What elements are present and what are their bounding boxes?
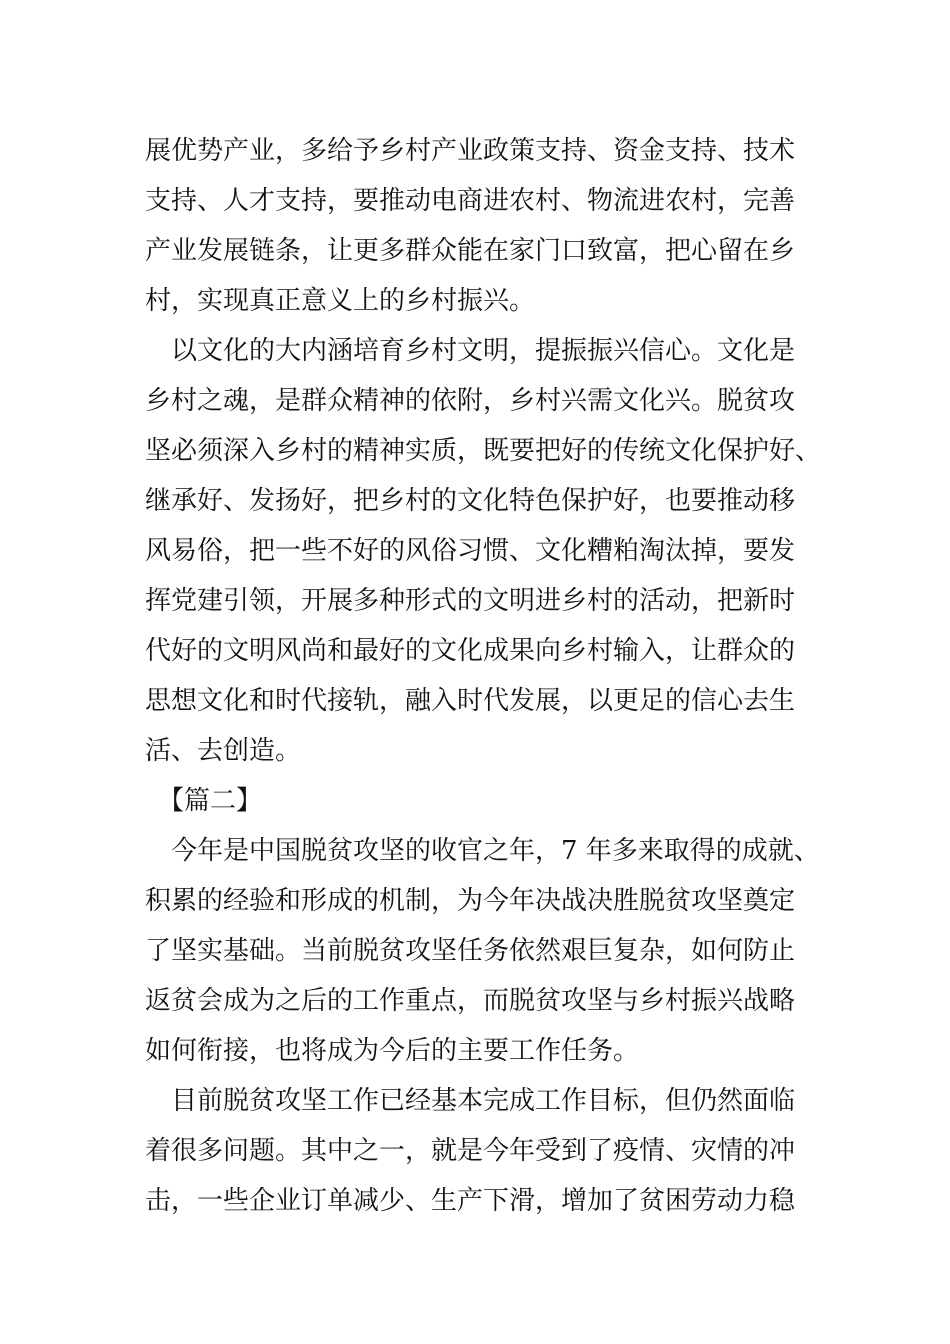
text-line-2: 支持、人才支持，要推动电商进农村、物流进农村，完善 xyxy=(145,186,796,216)
section-heading: 【篇二】 xyxy=(145,786,263,816)
text-line-11: 代好的文明风尚和最好的文化成果向乡村输入，让群众的 xyxy=(145,636,796,666)
text-line-22: 击，一些企业订单减少、生产下滑，增加了贫困劳动力稳 xyxy=(145,1186,796,1216)
text-line-8: 继承好、发扬好，把乡村的文化特色保护好，也要推动移 xyxy=(145,486,796,516)
text-line-21: 着很多问题。其中之一，就是今年受到了疫情、灾情的冲 xyxy=(145,1136,796,1166)
text-line-15: 今年是中国脱贫攻坚的收官之年，7 年多来取得的成就、 xyxy=(145,836,820,866)
text-line-6: 乡村之魂，是群众精神的依附，乡村兴需文化兴。脱贫攻 xyxy=(145,386,796,416)
text-line-16: 积累的经验和形成的机制，为今年决战决胜脱贫攻坚奠定 xyxy=(145,886,796,916)
text-line-18: 返贫会成为之后的工作重点，而脱贫攻坚与乡村振兴战略 xyxy=(145,986,796,1016)
text-line-3: 产业发展链条，让更多群众能在家门口致富，把心留在乡 xyxy=(145,236,796,266)
text-line-5: 以文化的大内涵培育乡村文明，提振振兴信心。文化是 xyxy=(145,336,796,366)
text-line-19: 如何衔接，也将成为今后的主要工作任务。 xyxy=(145,1036,640,1066)
text-line-1: 展优势产业，多给予乡村产业政策支持、资金支持、技术 xyxy=(145,136,796,166)
text-line-20: 目前脱贫攻坚工作已经基本完成工作目标，但仍然面临 xyxy=(145,1086,796,1116)
text-line-17: 了坚实基础。当前脱贫攻坚任务依然艰巨复杂，如何防止 xyxy=(145,936,796,966)
text-line-9: 风易俗，把一些不好的风俗习惯、文化糟粕淘汰掉，要发 xyxy=(145,536,796,566)
text-line-10: 挥党建引领，开展多种形式的文明进乡村的活动，把新时 xyxy=(145,586,796,616)
text-line-12: 思想文化和时代接轨，融入时代发展，以更足的信心去生 xyxy=(145,686,796,716)
text-line-7: 坚必须深入乡村的精神实质，既要把好的传统文化保护好、 xyxy=(145,436,822,466)
text-line-13: 活、去创造。 xyxy=(145,736,302,766)
document-page xyxy=(145,126,822,1226)
text-line-4: 村，实现真正意义上的乡村振兴。 xyxy=(145,286,536,316)
